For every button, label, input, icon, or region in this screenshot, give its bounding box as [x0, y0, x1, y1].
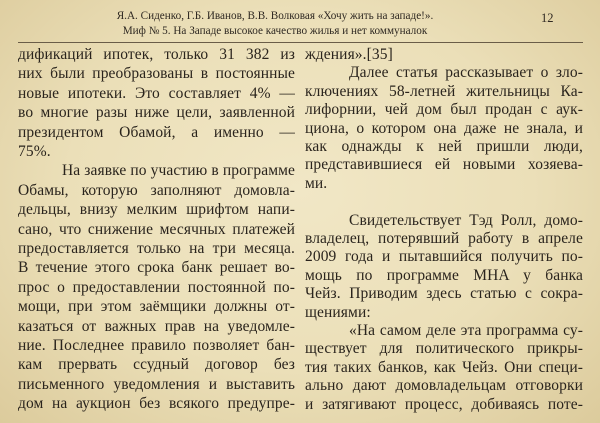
- text-line: сано, что снижение месячных платежей: [18, 220, 295, 238]
- text-line: прос о предоставлении постоянной по-: [18, 278, 295, 296]
- text-line: ми.: [305, 174, 328, 192]
- text-line: Свидетельствует Тэд Ролл, домо-: [349, 211, 583, 229]
- text-line: лифорнии, чей дом был продан с аук-: [305, 101, 583, 119]
- text-line: тия таких банков, как Чейз. Они специ-: [305, 358, 583, 376]
- header-chapter-title: Миф № 5. На Западе высокое качество жилья и нет коммуналок: [122, 25, 428, 37]
- text-line: ществует для политического прикры-: [305, 340, 583, 358]
- text-line: ждения».[35]: [305, 46, 393, 63]
- right-text-column: [305, 0, 583, 423]
- text-line: В течение этого срока банк решает во-: [18, 259, 295, 277]
- text-line: дом на аукцион без всякого предупре-: [18, 395, 295, 413]
- left-text-column: [18, 0, 295, 423]
- text-line: 2009 года и пытавшийся получить по-: [305, 248, 583, 266]
- text-line: «На самом деле эта программа су-: [349, 322, 583, 339]
- text-line: новые ипотеки. Это составляет 4% —: [18, 84, 295, 102]
- text-line: Обамы, которую заполняют домовла-: [18, 181, 295, 199]
- text-line: ние. Последнее правило позволяет бан-: [18, 337, 295, 354]
- text-line: Далее статья рассказывает о зло-: [349, 64, 583, 82]
- text-line: дификаций ипотек, только 31 382 из: [18, 46, 295, 63]
- text-line: ально дают домовладельцам отговорки: [305, 377, 583, 395]
- text-line: владелец, потерявший работу в апреле: [305, 230, 583, 247]
- text-line: казаться от важных прав на уведомле-: [18, 317, 295, 335]
- text-line: дельцы, внизу мелким шрифтом напи-: [18, 201, 295, 219]
- header-authors-title: Я.А. Сиденко, Г.Б. Иванов, В.В. Волковая «Хочу жить на западе!».: [116, 10, 434, 22]
- text-line: них были преобразованы в постоянные: [18, 65, 295, 83]
- text-line: мощь по программе MHA у банка: [305, 266, 583, 284]
- text-line: щениями:: [305, 303, 371, 321]
- text-line: и затягивают процесс, добиваясь поте-: [305, 395, 583, 413]
- text-line: мощи, при этом заёмщики должны от-: [18, 298, 295, 316]
- text-line: циона, о котором она даже не знала, и: [305, 119, 583, 137]
- text-line: как однажды к ней пришли люди,: [305, 138, 583, 155]
- text-line: представившиеся ей новыми хозяева-: [305, 156, 583, 174]
- text-line: 75%.: [18, 143, 51, 160]
- text-line: Чейз. Приводим здесь статью с сокра-: [305, 285, 583, 303]
- text-line: предоставляется только на три месяца.: [18, 240, 295, 257]
- text-line: кам прервать ссудный договор без: [18, 356, 295, 374]
- text-line: На заявке по участию в программе: [62, 162, 295, 180]
- text-line: во многие разы ниже цели, заявленной: [18, 104, 295, 122]
- text-line: письменного уведомления и выставить: [18, 375, 295, 393]
- text-line: президентом Обамой, а именно —: [18, 123, 295, 141]
- text-line: ключениях 58-летней жительницы Ка-: [305, 82, 583, 100]
- page-number: 12: [541, 11, 554, 25]
